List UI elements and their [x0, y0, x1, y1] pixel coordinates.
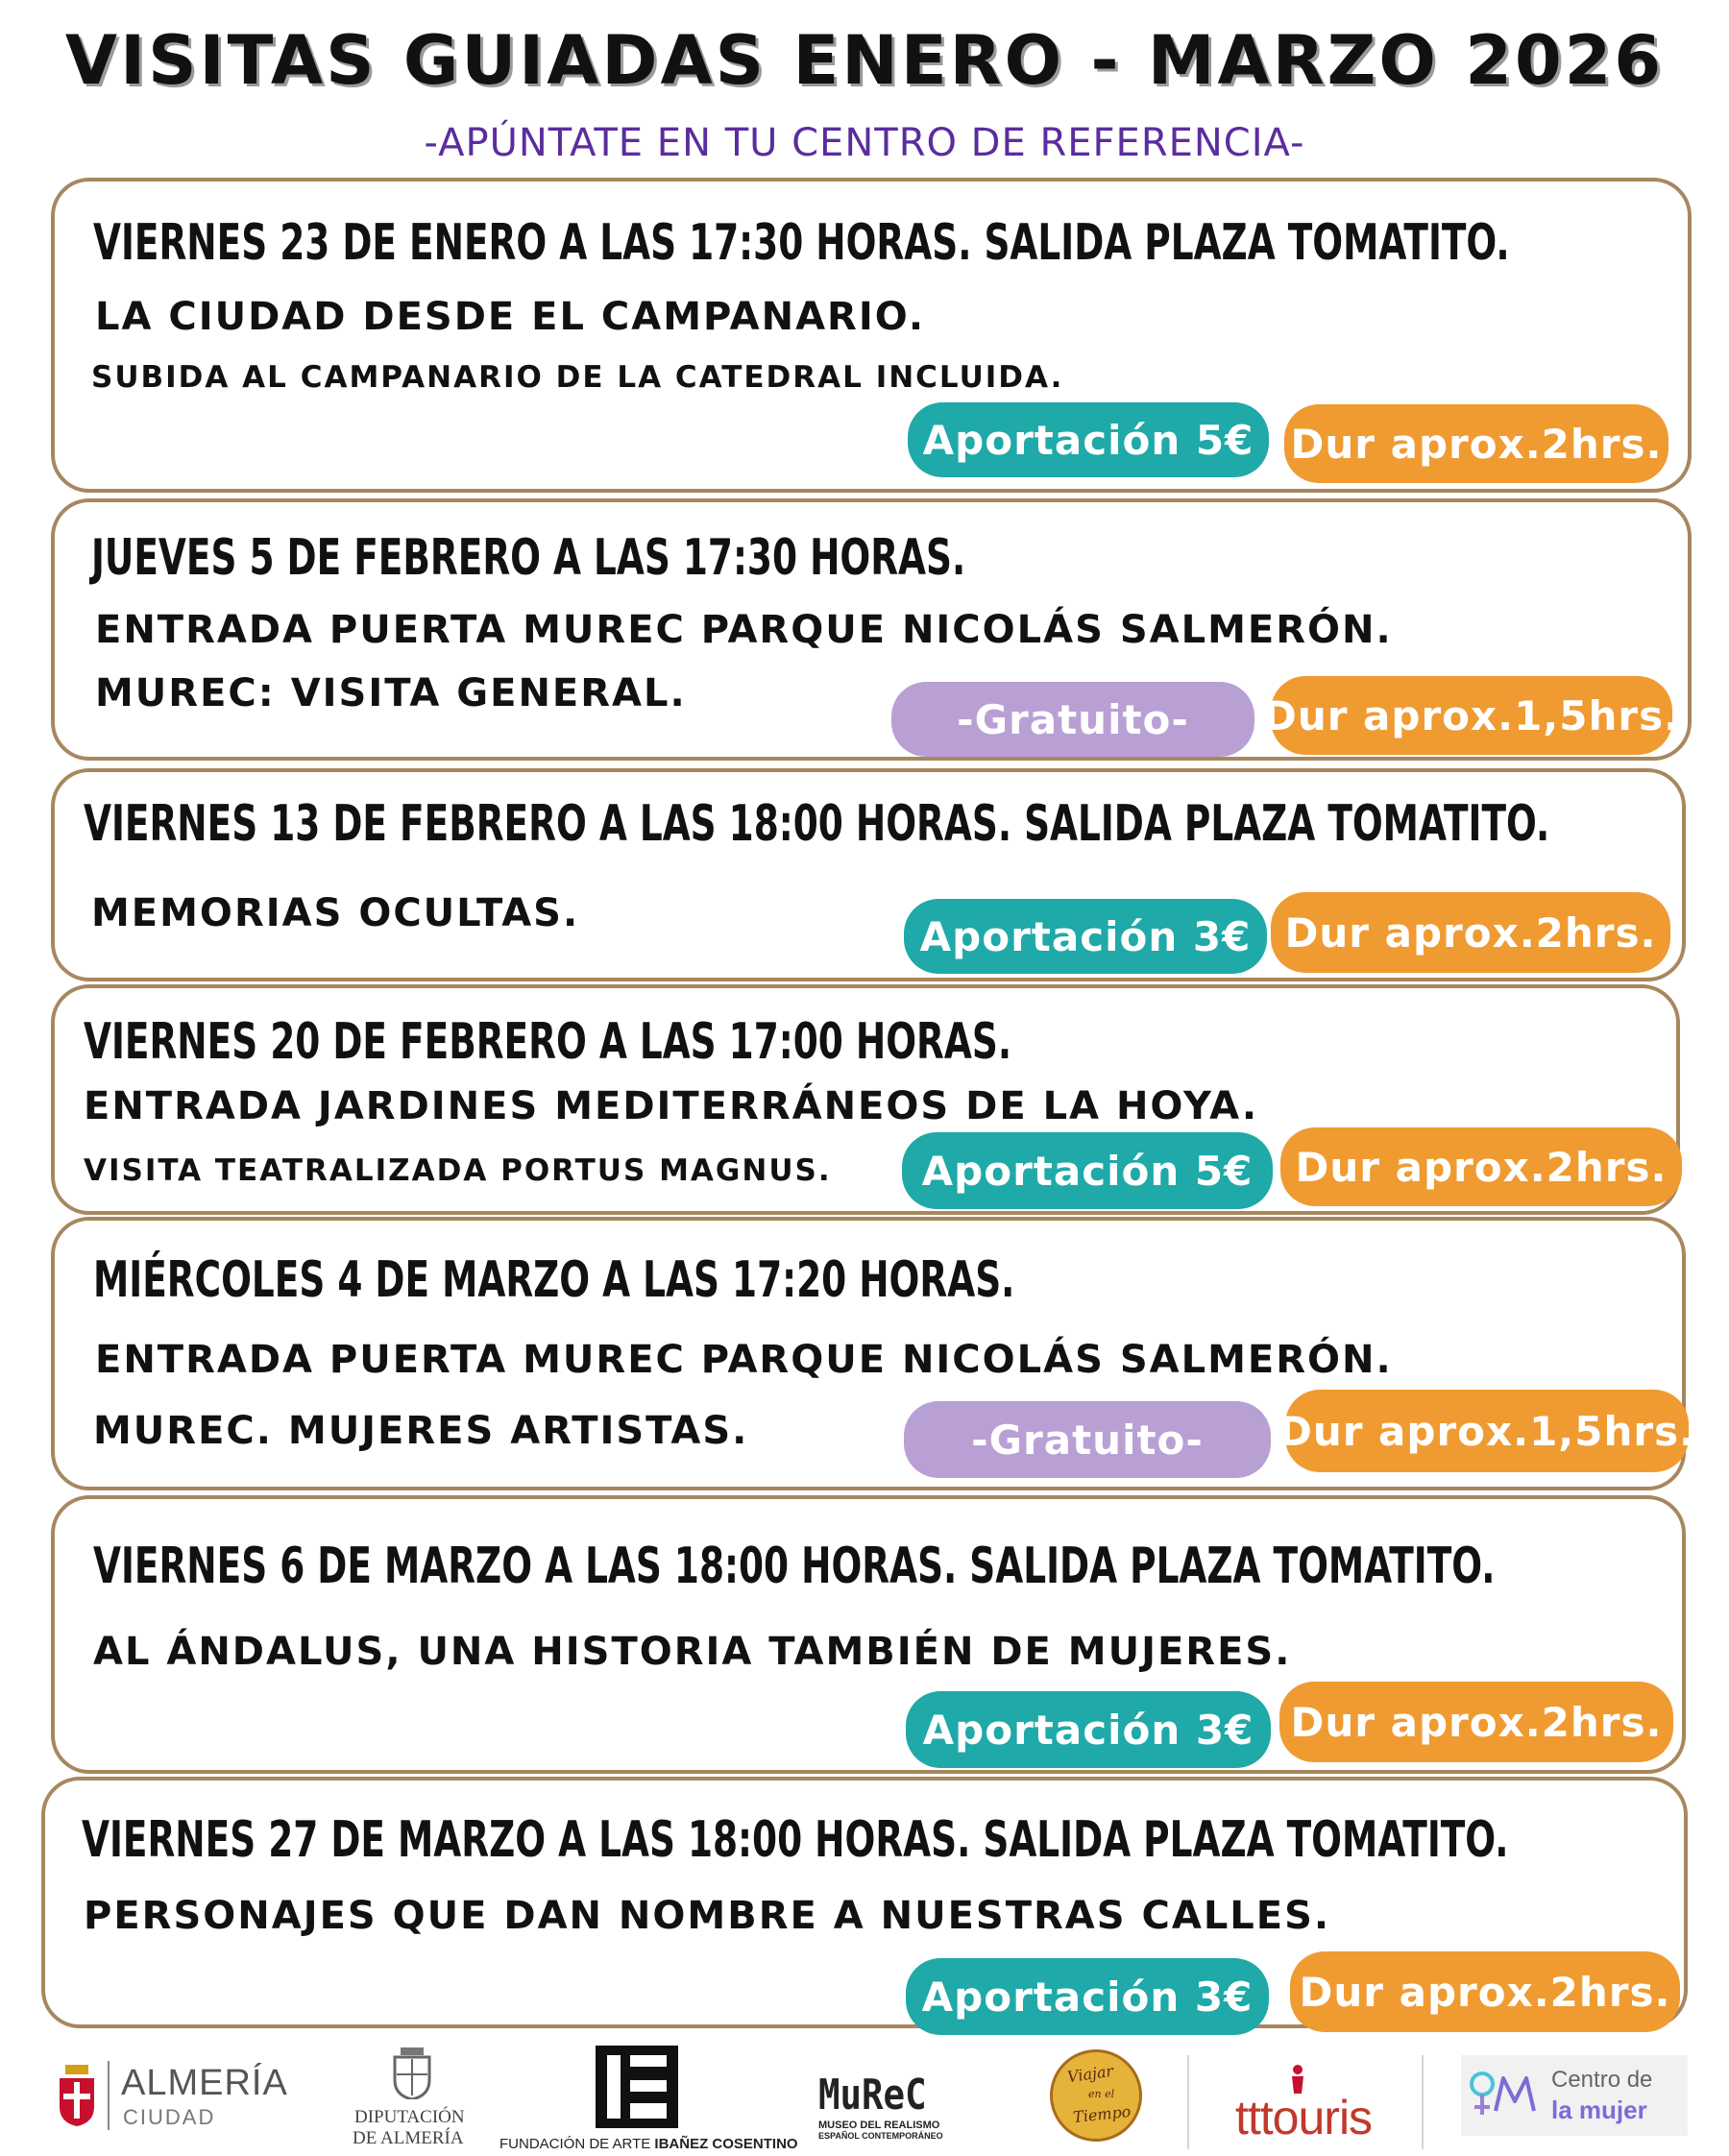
- event-note: SUBIDA AL CAMPANARIO DE LA CATEDRAL INCLUIDA.: [91, 360, 1064, 395]
- centro-mujer-icon: [1469, 2067, 1538, 2124]
- event-card: [51, 178, 1692, 493]
- fundacion-name: IBAÑEZ COSENTINO: [654, 2136, 798, 2152]
- event-card: [41, 1777, 1688, 2028]
- almeria-shield-icon: [58, 2065, 96, 2126]
- centro-line1: Centro de: [1551, 2067, 1653, 2093]
- tttouris-name: tttouris: [1235, 2091, 1373, 2144]
- viajar-line3: Tiempo: [1072, 2101, 1132, 2127]
- almeria-logo: [58, 2059, 307, 2136]
- diputacion-line2: DE ALMERÍA: [353, 2128, 464, 2148]
- event-title: ENTRADA JARDINES MEDITERRÁNEOS DE LA HOYA.: [84, 1084, 1259, 1128]
- duration-badge: Dur aprox.2hrs.: [1280, 1127, 1682, 1206]
- duration-badge: Dur aprox.2hrs.: [1284, 404, 1668, 483]
- event-subtitle: MUREC: VISITA GENERAL.: [95, 671, 687, 715]
- event-subtitle: MUREC. MUJERES ARTISTAS.: [93, 1409, 749, 1453]
- event-date-line: JUEVES 5 DE FEBRERO A LAS 17:30 HORAS.: [91, 529, 966, 587]
- event-title: MEMORIAS OCULTAS.: [91, 891, 580, 935]
- murec-line1: MUSEO DEL REALISMO: [818, 2120, 940, 2131]
- murec-name: MuReC: [818, 2071, 927, 2120]
- diputacion-line1: DIPUTACIÓN: [354, 2107, 465, 2127]
- tttouris-logo: [1187, 2055, 1427, 2151]
- event-note: VISITA TEATRALIZADA PORTUS MAGNUS.: [84, 1153, 832, 1188]
- price-badge: Aportación 5€: [908, 402, 1269, 477]
- duration-badge: Dur aprox.2hrs.: [1279, 1682, 1673, 1762]
- event-date-line: MIÉRCOLES 4 DE MARZO A LAS 17:20 HORAS.: [93, 1251, 1015, 1309]
- diputacion-shield-icon: [391, 2047, 433, 2099]
- event-card: [51, 1495, 1686, 1774]
- event-title: AL ÁNDALUS, UNA HISTORIA TAMBIÉN DE MUJERES.: [93, 1630, 1292, 1674]
- price-badge: Aportación 3€: [906, 1691, 1271, 1768]
- event-date-line: VIERNES 20 DE FEBRERO A LAS 17:00 HORAS.: [84, 1013, 1012, 1071]
- duration-badge: Dur aprox.2hrs.: [1271, 892, 1670, 973]
- fundacion-mark-icon: [596, 2046, 678, 2128]
- centro-mujer-logo: [1461, 2055, 1688, 2136]
- event-title: ENTRADA PUERTA MUREC PARQUE NICOLÁS SALMERÓN.: [95, 1338, 1393, 1382]
- price-badge: -Gratuito-: [904, 1401, 1271, 1478]
- event-card: [51, 984, 1680, 1215]
- event-card: [51, 498, 1692, 761]
- event-date-line: VIERNES 23 DE ENERO A LAS 17:30 HORAS. SALIDA PLAZA TOMATITO.: [93, 214, 1510, 272]
- fundacion-prefix: FUNDACIÓN DE ARTE: [499, 2136, 651, 2152]
- diputacion-logo: [341, 2047, 485, 2153]
- viajar-logo: [1050, 2049, 1146, 2145]
- page-title: VISITAS GUIADAS ENERO - MARZO 2026: [64, 21, 1665, 100]
- duration-badge: Dur aprox.2hrs.: [1290, 1951, 1680, 2032]
- sponsor-logos: [0, 2036, 1729, 2156]
- centro-line2: la mujer: [1551, 2095, 1647, 2124]
- murec-line2: ESPAÑOL CONTEMPORÁNEO: [818, 2131, 943, 2141]
- viajar-line2: en el: [1088, 2088, 1115, 2100]
- event-date-line: VIERNES 6 DE MARZO A LAS 18:00 HORAS. SALIDA PLAZA TOMATITO.: [93, 1538, 1496, 1595]
- price-badge: Aportación 3€: [904, 899, 1267, 974]
- event-card: [51, 1217, 1696, 1490]
- event-date-line: VIERNES 27 DE MARZO A LAS 18:00 HORAS. SALIDA PLAZA TOMATITO.: [82, 1811, 1509, 1869]
- murec-logo: [818, 2071, 962, 2153]
- price-badge: Aportación 5€: [902, 1132, 1273, 1209]
- event-title: LA CIUDAD DESDE EL CAMPANARIO.: [95, 295, 926, 339]
- viajar-line1: Viajar: [1065, 2061, 1115, 2087]
- event-date-line: VIERNES 13 DE FEBRERO A LAS 18:00 HORAS. SALIDA PLAZA TOMATITO.: [84, 795, 1550, 853]
- event-card: [51, 768, 1686, 981]
- almeria-name: ALMERÍA: [121, 2063, 288, 2103]
- almeria-sub: CIUDAD: [123, 2105, 216, 2129]
- event-title: ENTRADA PUERTA MUREC PARQUE NICOLÁS SALMERÓN.: [95, 608, 1393, 652]
- fundacion-logo: [498, 2046, 798, 2153]
- price-badge: -Gratuito-: [891, 682, 1254, 757]
- duration-badge: Dur aprox.1,5hrs.: [1285, 1390, 1689, 1472]
- page-subtitle: -APÚNTATE EN TU CENTRO DE REFERENCIA-: [424, 121, 1305, 165]
- event-title: PERSONAJES QUE DAN NOMBRE A NUESTRAS CALLES.: [84, 1894, 1331, 1938]
- price-badge: Aportación 3€: [906, 1958, 1269, 2035]
- duration-badge: Dur aprox.1,5hrs.: [1271, 676, 1672, 755]
